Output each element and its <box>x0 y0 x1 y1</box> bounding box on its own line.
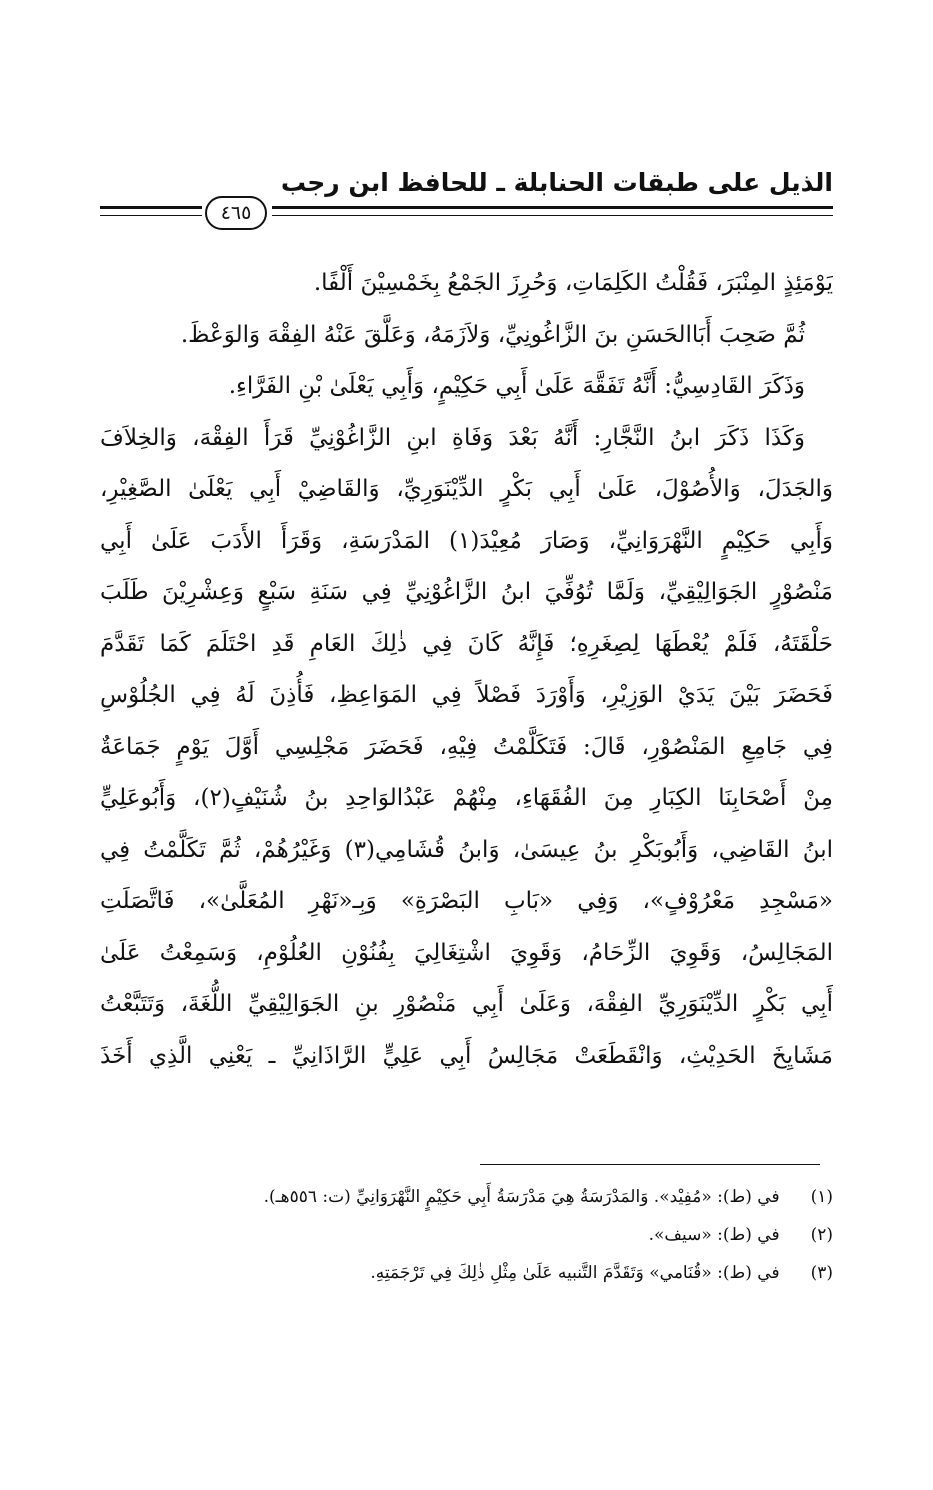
running-header-title: الذيل على طبقات الحنابلة ـ للحافظ ابن رجب <box>280 168 833 197</box>
text-line: حَلْقَتَهُ، فَلَمْ يُعْطَهَا لِصِغَرِهِ؛ فَإِنَّهُ كَانَ فِي ذٰلِكَ العَامِ قَدِ احْتَلَمَ كَمَا تَقَدَّمَ <box>100 630 833 657</box>
footnote-text: في (ط): «سيف». <box>648 1225 780 1245</box>
text-line: مِنْ أَصْحَابِنَا الكِبَارِ مِنَ الفُقَهَاءِ، مِنْهُمْ عَبْدُالوَاحِدِ بنُ شُنَيْفٍ(٢)، وَأَبُوعَلِيٍّ <box>100 785 833 811</box>
text-line: وَكَذَا ذَكَرَ ابنُ النَّجَّارِ: أَنَّهُ بَعْدَ وَفَاةِ ابنِ الزَّاغُوْنِيِّ قَرَأَ الفِقْهَ، وَالخِلاَفَ <box>100 424 805 451</box>
footnote-separator <box>480 1164 820 1165</box>
footnote-text: في (ط): «مُفِيْد». وَالمَدْرَسَةُ هِيَ مَدْرَسَةُ أَبِي حَكِيْمٍ النَّهْرَوَانِيِّ (ت: ٥٥٦هـ). <box>263 1187 780 1207</box>
text-line: ثُمَّ صَحِبَ أَبَاالحَسَنِ بنَ الزَّاغُونِيِّ، وَلاَزَمَهُ، وَعَلَّقَ عَنْهُ الفِقْهَ وَالوَعْظَ. <box>180 321 805 348</box>
footnote-number: (٢) <box>810 1225 833 1245</box>
footnote-3 <box>100 1254 833 1292</box>
footnote-text: في (ط): «قُنَامي» وَتَقَدَّمَ التَّنبيه عَلَىٰ مِثْلِ ذٰلِكَ فِي تَرْجَمَتِهِ. <box>370 1263 780 1283</box>
text-line: مَنْصُوْرٍ الجَوَالِيْقِيِّ، وَلَمَّا تُوُفِّيَ ابنُ الزَّاغُوْنِيِّ فِي سَنَةِ سَبْعٍ وَعِشْرِيْنَ طَلَبَ <box>100 579 833 605</box>
header-rule-left-thin <box>100 215 202 216</box>
text-line: المَجَالِسُ، وَقَوِيَ الزِّحَامُ، وَقَوِيَ اشْتِغَالِيَ بِفُنُوْنِ العُلُوْمِ، وَسَمِعْتُ عَلَىٰ <box>100 939 833 966</box>
footnote-1 <box>100 1178 833 1216</box>
main-text <box>100 258 833 1082</box>
text-line: فِي جَامِعِ المَنْصُوْرِ، قَالَ: فَتَكَلَّمْتُ فِيْهِ، فَحَضَرَ مَجْلِسِي أَوَّلَ يَوْمٍ جَمَاعَةٌ <box>100 733 833 760</box>
text-line: ابنُ القَاضِي، وَأَبُوبَكْرِ بنُ عِيسَىٰ، وَابنُ قُشَامِي(٣) وَغَيْرُهُمْ، ثُمَّ تَكَلَّمْتُ فِي <box>100 836 833 863</box>
text-line: فَحَضَرَ بَيْنَ يَدَيْ الوَزِيْرِ، وَأَوْرَدَ فَصْلاً فِي المَوَاعِظِ، فَأُذِنَ لَهُ فِي الجُلُوْسِ <box>100 682 833 708</box>
page-number: ٤٦٥ <box>205 196 267 230</box>
header-rule-right-thin <box>272 215 833 216</box>
header-rule-left-thick <box>100 206 202 209</box>
footnote-number: (١) <box>810 1187 833 1207</box>
text-line: وَأَبِي حَكِيْمٍ النَّهْرَوَانِيِّ، وَصَارَ مُعِيْدَ(١) المَدْرَسَةِ، وَقَرَأَ الأَدَبَ عَلَىٰ أَبِي <box>100 527 833 554</box>
header-rule-right-thick <box>272 206 833 209</box>
footnotes <box>100 1178 833 1292</box>
text-line: وَالجَدَلَ، وَالأُصُوْلَ، عَلَىٰ أَبِي بَكْرٍ الدِّيْنَوَرِيِّ، وَالقَاضِيْ أَبِي يَعْلَىٰ الصَّغِيْرِ، <box>100 476 833 502</box>
text-line: أَبِي بَكْرٍ الدِّيْنَوَرِيِّ الفِقْهَ، وَعَلَىٰ أَبِي مَنْصُوْرِ بنِ الجَوَالِيْقِيِّ اللُّغَةَ، وَتَتَبَّعْتُ <box>100 991 833 1017</box>
text-line: يَوْمَئِذٍ المِنْبَرَ، فَقُلْتُ الكَلِمَاتِ، وَحُرِزَ الجَمْعُ بِخَمْسِيْنَ أَلْفًا. <box>313 270 833 296</box>
footnote-number: (٣) <box>810 1263 833 1283</box>
footnote-2 <box>100 1216 833 1254</box>
text-line: «مَسْجِدِ مَعْرُوْفٍ»، وَفِي «بَابِ البَصْرَةِ» وَبِـ«نَهْرِ المُعَلَّىٰ»، فَاتَّصَلَتِ <box>100 888 833 914</box>
text-line: مَشَايِخَ الحَدِيْثِ، وَانْقَطَعَتْ مَجَالِسُ أَبِي عَلِيٍّ الرَّاذَانِيِّ ـ يَعْنِي الَّذِي أَخَذَ <box>100 1042 833 1069</box>
text-line: وَذَكَرَ القَادِسِيُّ: أَنَّهُ تَفَقَّهَ عَلَىٰ أَبِي حَكِيْمٍ، وَأَبِي يَعْلَىٰ بْنِ الفَرَّاءِ. <box>228 373 805 399</box>
